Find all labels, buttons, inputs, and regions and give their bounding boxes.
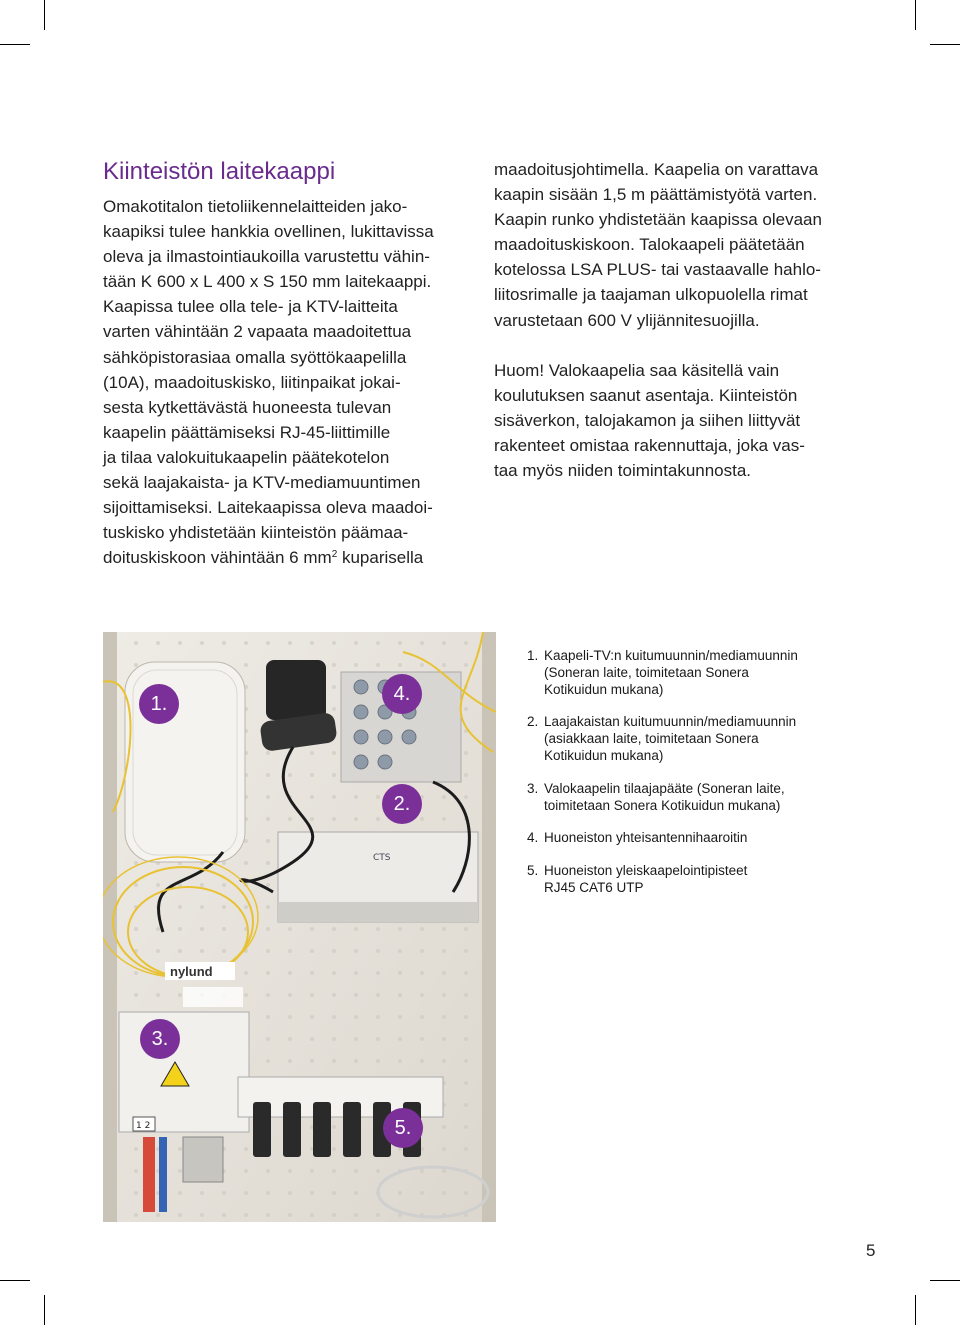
- legend-number: 4.: [527, 830, 539, 846]
- fiber-patch-blue: [159, 1137, 167, 1212]
- text-line: taa myös niiden toimintakunnosta.: [494, 461, 752, 481]
- text-line: varustetaan 600 V ylijännitesuojilla.: [494, 310, 760, 330]
- brand-label: nylund: [170, 964, 213, 979]
- page-title: Kiinteistön laitekaappi: [103, 158, 336, 185]
- text-line: Kaapin runko yhdistetään kaapissa olevaan: [494, 210, 822, 230]
- callout-badge-2: 2.: [382, 784, 422, 824]
- legend-item: [527, 648, 847, 698]
- device-broadband-ports: [278, 902, 478, 922]
- cabinet-photo: [103, 632, 496, 1222]
- legend-number: 5.: [527, 863, 539, 879]
- legend-text: [527, 830, 847, 847]
- text-line: liitosrimalle ja taajaman ulkopuolella rimat: [494, 285, 808, 305]
- legend-line: Laajakaistan kuitumuunnin/mediamuunnin: [544, 714, 797, 730]
- legend-text: [527, 781, 847, 815]
- crop-mark: [930, 44, 960, 45]
- crop-mark: [0, 44, 30, 45]
- legend-number: 2.: [527, 714, 539, 730]
- crop-mark: [44, 1295, 45, 1325]
- legend-number: 3.: [527, 780, 539, 796]
- crop-mark: [915, 0, 916, 30]
- text-line: Omakotitalon tietoliikennelaitteiden jako-: [103, 197, 408, 216]
- text-line: kaapiksi tulee hankkia ovellinen, lukittavissa: [103, 222, 434, 242]
- text-line: ja tilaa valokuitukaapelin päätekotelon: [103, 447, 390, 467]
- text-line: kaapelin päättämiseksi RJ-45-liittimille: [103, 422, 391, 442]
- right-column-text: [494, 157, 874, 483]
- text-line: oleva ja ilmastointiaukoilla varustettu vähin-: [103, 247, 430, 267]
- port-label: 1 2: [136, 1121, 151, 1131]
- callout-badge-5: 5.: [383, 1108, 423, 1148]
- text-fragment: kuparisella: [337, 548, 424, 568]
- text-line: sisäverkon, talojakamon ja siihen liittyvät: [494, 410, 801, 430]
- text-line: Huom! Valokaapelia saa käsitellä vain: [494, 360, 780, 380]
- legend-line: Huoneiston yleiskaapelointipisteet: [544, 863, 748, 879]
- text-line: maadoitusjohtimella. Kaapelia on varattava: [494, 160, 819, 179]
- crop-mark: [915, 1295, 916, 1325]
- text-line-last: [103, 545, 483, 570]
- left-column-text: [103, 194, 483, 570]
- text-line: rakenteet omistaa rakennuttaja, joka vas-: [494, 435, 805, 455]
- legend-line: RJ45 CAT6 UTP: [544, 879, 644, 895]
- text-line: sekä laajakaista- ja KTV-mediamuuntimen: [103, 473, 421, 493]
- page-number: 5: [866, 1241, 876, 1260]
- callout-badge-1: 1.: [139, 684, 179, 724]
- text-line: (10A), maadoituskisko, liitinpaikat jokai-: [103, 372, 401, 392]
- legend-item: [527, 830, 847, 847]
- cabinet-frame-left: [103, 632, 117, 1222]
- power-adapter: [266, 660, 326, 720]
- text-line: tään K 600 x L 400 x S 150 mm laitekaappi.: [103, 272, 432, 292]
- crop-mark: [0, 1280, 30, 1281]
- device-brand-text: CTS: [373, 853, 391, 863]
- legend-line: (asiakkaan laite, toimitetaan Sonera: [544, 731, 759, 747]
- legend-item: [527, 714, 847, 764]
- legend-line: Huoneiston yhteisantennihaaroitin: [544, 830, 748, 846]
- legend-text: [527, 714, 847, 764]
- callout-badge-4: 4.: [382, 674, 422, 714]
- crop-mark: [930, 1280, 960, 1281]
- cabinet-frame-right: [482, 632, 496, 1222]
- superscript: 2: [331, 549, 338, 561]
- text-line: sähköpistorasiaa omalla syöttökaapelilla: [103, 347, 407, 367]
- callout-badge-3: 3.: [140, 1019, 180, 1059]
- brand-info: [183, 987, 243, 1007]
- legend-number: 1.: [527, 648, 539, 663]
- fiber-patch-red: [143, 1137, 155, 1212]
- legend-item: [527, 781, 847, 815]
- legend-line: Kotikuidun mukana): [544, 681, 664, 697]
- legend-line: (Soneran laite, toimitetaan Sonera: [544, 664, 749, 680]
- photo-legend: [527, 648, 847, 913]
- paragraph-gap: [494, 333, 874, 358]
- fiber-adapter: [183, 1137, 223, 1182]
- legend-line: Kaapeli-TV:n kuitumuunnin/mediamuunnin: [544, 648, 798, 663]
- text-line: tuskisko yhdistetään kiinteistön päämaa-: [103, 523, 409, 543]
- legend-line: Valokaapelin tilaajapääte (Soneran laite,: [544, 780, 785, 796]
- legend-text: [527, 648, 847, 698]
- text-line: koulutuksen saanut asentaja. Kiinteistön: [494, 385, 798, 405]
- text-fragment: doituskiskoon vähintään 6 mm: [103, 548, 332, 568]
- text-line: sesta kytkettävästä huoneesta tulevan: [103, 397, 392, 417]
- legend-item: [527, 863, 847, 897]
- text-line: varten vähintään 2 vapaata maadoitettua: [103, 322, 412, 342]
- text-line: sijoittamiseksi. Laitekaapissa oleva maadoi-: [103, 498, 433, 518]
- legend-line: Kotikuidun mukana): [544, 747, 664, 763]
- text-line: kaapin sisään 1,5 m päättämistyötä varten.: [494, 185, 818, 205]
- text-line: kotelossa LSA PLUS- tai vastaavalle hahlo-: [494, 260, 821, 280]
- text-line: Kaapissa tulee olla tele- ja KTV-laitteita: [103, 297, 398, 317]
- legend-text: [527, 863, 847, 897]
- legend-line: toimitetaan Sonera Kotikuidun mukana): [544, 797, 781, 813]
- device-fiber-terminal: [119, 1012, 249, 1132]
- text-line: maadoituskiskoon. Talokaapeli päätetään: [494, 235, 805, 255]
- crop-mark: [44, 0, 45, 30]
